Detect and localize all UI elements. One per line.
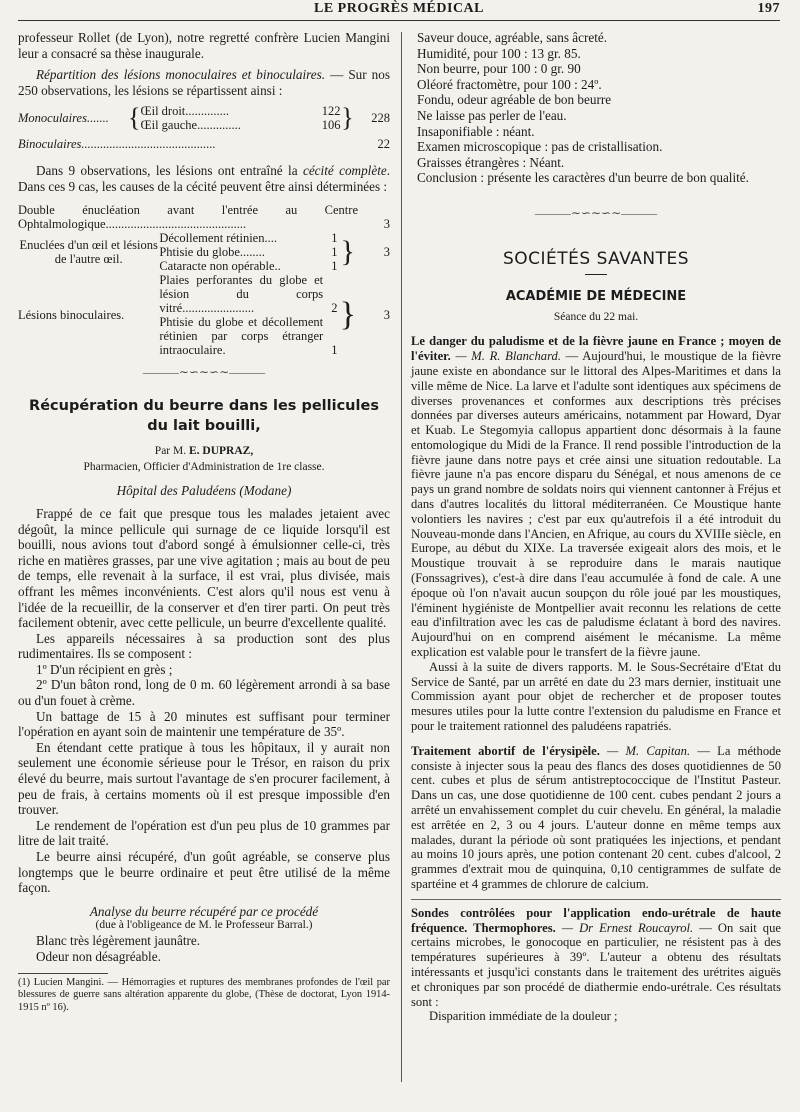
paludisme-paragraph [411,334,781,660]
monoculaires-total: 228 [371,111,390,126]
footnote-rule [18,973,108,974]
body-paragraph-2: Les appareils nécessaires à sa production sont des plus rudimentaires. Ils se composent : [18,630,390,662]
body-paragraph-7: Le rendement de l'opération est d'un peu plus de 10 grammes par litre de lait traité. [18,817,390,849]
result-line: Ne laisse pas perler de l'eau. [417,107,567,123]
ornament-separator: ———∼∽∼∽∼——— [142,364,266,379]
result-line: Insaponifiable : néant. [417,123,535,139]
result-line: Graisses étrangères : Néant. [417,154,565,170]
cecite-paragraph: Dans 9 observations, les lésions ont entraîné la cécité complète. Dans ces 9 cas, les causes de la cécité peuvent être ainsi déterminées : [18,163,391,194]
disparition-line: Disparition immédiate de la douleur ; [429,1009,618,1024]
page-number: 197 [757,1,780,16]
repartition-text: — Sur nos 250 observations, les lésions se répartissent ainsi : [18,67,391,98]
cecite-table: Double énucléation avant l'entrée au Centre Ophtalmologique............................................. 3 Enuclées d'un œil et lésions de l'autre œil. Décollement rétinien.... 1 } 3 Phtisie du globe........ 1 Cataracte non opérable.. 1 Lésions binoculaires. Plaies perforantes du globe et lésion du corps vitré....................... 2 } 3 Phtisie du globe et décollement rétinien par corps étranger intraoculaire. 1 [18,202,390,357]
monoculaires-label: Monoculaires....... [18,111,109,126]
paludisme-author: — M. R. Blanchard. [455,349,561,364]
analyse-attribution: (due à l'obligeance de M. le Professeur Barral.) [95,919,313,932]
erysipele-text: — La méthode consiste à injecter sous la peau des flancs des doses quotidiennes de 50 cent. cubes et plus de sérum antistreptococcique de l'Institut Pasteur. Dans un cas, une dose quotidienne de 100 cent. cubes pendant 2 jours a arrêté un envahissement complet du cuir chevelu. En général, la maladie est arrêtée en 2, 3 ou 4 jours. L'auteur donne en même temps aux malades, durant la période où sont pratiquées les injections, et pendant au moins 10 jours après, une potion contenant 20 cent. cubes d'alcool, 2 grammes d'extrait mou de quinquina, 0,10 centigrammes de sulfate de spartéine et 4 grammes de chlorure de calcium. [411,743,782,891]
body-paragraph-4: 2º D'un bâton rond, long de 0 m. 60 légèrement arrondi à sa base ou d'un fouet à crème. [18,677,390,709]
result-line: Examen microscopique : pas de cristallisation. [417,139,663,155]
header-rule [18,20,780,21]
intro-paragraph: professeur Rollet (de Lyon), notre regretté confrère Lucien Mangini leur a consacré sa thèse inaugurale. [18,30,390,61]
erysipele-author: — M. Capitan. [607,743,691,758]
enuclees-total: 3 [383,244,390,259]
column-rule [401,32,402,1082]
lesions-table: Monoculaires....... { Œil droit.............. 122 } 228 Œil gauche.............. 106 Binoculaires........................................... 22 [18,103,390,152]
result-conclusion: Conclusion : présente les caractères d'un beurre de bon qualité. [417,170,749,186]
body-paragraph-1: Frappé de ce fait que presque tous les malades jetaient avec dégoût, la mince pellicule qui surnage de ce liquide lorsqu'il est bouilli, nous avions tout d'abord songé à émulsionner celle-ci, très riche en matières grasses, par une vive agitation ; mais au bout de peu de temps, elle revenait à la surface, il est vrai, plus divisée, mais offrant les mêmes inconvénients. C'est alors qu'il nous est venu à l'idée de la recueillir, de la conserver et d'en tirer parti. On peut très facilement obtenir, avec cette pellicule, un beurre d'excellente qualité. [18,505,390,631]
academie-title: ACADÉMIE DE MÉDECINE [505,289,687,305]
binoculaires-total: 22 [377,137,390,152]
plaies-value: 2 [331,300,338,315]
decollement-label: Décollement rétinien.... [159,230,277,245]
sondes-text: — On sait que certains microbes, le gonocoque en particulier, ne résistent pas à des températures supérieures à 39º. L'auteur a obtenu des résultats intéressants et jusqu'ici constants dans le traitement des urétrites aiguës et chroniques par son procédé de diathermie endo-urétrale. Ces résultats sont : [411,920,781,1009]
section-rule [585,274,607,275]
binoculaires-label: Binoculaires........................................... [18,137,216,152]
analyse-odeur: Odeur non désagréable. [36,948,161,964]
sondes-paragraph [411,906,781,1010]
analyse-blanc: Blanc très légèrement jaunâtre. [36,932,201,948]
lesions-binoculaires-label: Lésions binoculaires. [18,307,125,322]
lesions-binoculaires-total: 3 [383,307,390,322]
body-paragraph-6: En étendant cette pratique à tous les hôpitaux, il y aurait non seulement une économie sérieuse pour le Trésor, en raison du prix élevé du beurre, mais surtout l'avantage de s'en procurer facilement, à peu de frais, à certains moments où il est presque impossible d'en trouver. [18,739,390,818]
erysipele-title: Traitement abortif de l'érysipèle. [411,743,600,758]
plaies-label: Plaies perforantes du globe et lésion du corps vitré....................... [159,272,324,315]
double-enucleation-label: Double énucléation avant l'entrée au Centre Ophtalmologique............................................. [18,202,358,231]
footnote: (1) Lucien Mangini. — Hémorragies et ruptures des membranes profondes de l'œil par blessures de guerre sans altération apparente du globe, (Thèse de doctorat, Lyon 1914-1915 nº 16). [18,977,390,1013]
phtisie-decollement-label: Phtisie du globe et décollement rétinien par corps étranger intraoculaire. [159,314,324,357]
oeil-droit-value: 122 [321,104,341,119]
result-line: Humidité, pour 100 : 13 gr. 85. [417,45,581,61]
phtisie-decollement-value: 1 [331,342,338,357]
oeil-gauche-value: 106 [321,118,341,133]
repartition-paragraph [18,67,390,98]
body-paragraph-8: Le beurre ainsi récupéré, d'un goût agréable, se conserve plus longtemps que le beurre ordinaire et peut être utilisé de la même façon. [18,849,390,896]
double-enucleation-value: 3 [383,216,390,231]
result-line: Non beurre, pour 100 : 0 gr. 90 [417,61,581,77]
analyse-title: Analyse du beurre récupéré par ce procédé [89,903,319,919]
phtisie-value: 1 [331,244,338,259]
article-title: Récupération du beurre dans les pellicules du lait bouilli, [29,398,379,435]
section-divider [411,899,781,900]
journal-title: LE PROGRÈS MÉDICAL [313,1,485,16]
result-line: Oléoré fractomètre, pour 100 : 24º. [417,76,602,92]
right-column [411,30,781,1024]
article-author-role: Pharmacien, Officier d'Administration de 1re classe. [83,460,325,473]
left-column [18,30,390,1014]
oeil-gauche-label: Œil gauche.............. [140,118,241,133]
paludisme-title: Le danger du paludisme et de la fièvre jaune en France ; moyen de l'éviter. [411,334,781,364]
sondes-title: Sondes contrôlées pour l'application endo-urétrale de haute fréquence. Thermophores. [411,905,781,935]
body-paragraph-5: Un battage de 15 à 20 minutes est suffisant pour terminer l'opération en ayant soin de maintenir une température de 35º. [18,708,390,740]
section-title: SOCIÉTÉS SAVANTES [502,248,690,269]
repartition-title: Répartition des lésions monoculaires et binoculaires. [36,67,326,83]
body-paragraph-3: 1º D'un récipient en grès ; [36,661,173,677]
result-line: Fondu, odeur agréable de bon beurre [417,92,612,108]
seance-date: Séance du 22 mai. [553,310,639,323]
phtisie-label: Phtisie du globe........ [159,244,265,259]
cataracte-value: 1 [331,258,338,273]
ornament-separator: ———∼∽∼∽∼——— [534,205,658,220]
enuclees-label: Enuclées d'un œil et lésions de l'autre œil. [19,237,158,266]
analyse-results [411,30,781,186]
oeil-droit-label: Œil droit.............. [140,104,230,119]
running-header [18,0,780,20]
hopital-line: Hôpital des Paludéens (Modane) [116,483,292,499]
sondes-author: — Dr Ernest Roucayrol. [561,920,694,935]
article-author: Par M. E. DUPRAZ, [154,445,254,458]
result-line: Saveur douce, agréable, sans âcreté. [417,30,608,45]
cataracte-label: Cataracte non opérable.. [159,258,281,273]
paludisme-text: — Aujourd'hui, le moustique de la fièvre jaune existe en abondance sur le littoral des Alpes-Maritimes et dans la ville même de Nice. La larve et l'adulte sont identiques aux spécimens de diverses provenances et conformes aux descriptions très précises données par diverses auteurs américains, notamment par Howard, Dyar et Kuab. Le Stegomyia callopus appartient donc désormais à la faune entomologique du Midi de la France. Il rend possible l'introduction de la fièvre jaune dans notre pays et crée ainsi une situation redoutable. La fièvre jaune n'a pas encore disparu du Sénégal, et nous amenons de ce pays un grand nombre de soldats noirs qui viennent cantonner à Fréjus et dans d'autres localités du littoral méditerranéen. Ce Moustique hante volontiers les navires ; c'est par eux qu'autrefois il a été introduit du Nouveau-monde dans l'Ancien, en Afrique, au cours du XVIIIe siècle, en Europe, au début du XIXe. La traversée exigeait alors des mois, et le Moustique trouvait à se reproduire dans le marais nautique (Fonssagrives), c'est-à dire dans l'eau accumulée à fond de cale. A une époque où l'on n'avait aucun soupçon du rôle joué par les moustiques, l'éminent hygiéniste de Montpellier avait reconnu les relations de cette eau d'infiltration avec les cas de paludisme éclatant à bord des navires. Aujourd'hui on en comprend aisément le mécanisme. La même explication est valable pour le transfert de la fièvre jaune. [411,349,781,660]
paludisme-paragraph-2: Aussi à la suite de divers rapports. M. le Sous-Secrétaire d'Etat du Service de Santé, par un arrêté en date du 23 mars dernier, instituait une Commission ayant pour objet de rechercher et de proposer toutes mesures utiles pour la lutte contre l'extension du paludisme en France et pour le traitement rationnel des paludéens rapatriés. [411,659,781,734]
decollement-value: 1 [331,230,338,245]
erysipele-paragraph [411,744,781,892]
